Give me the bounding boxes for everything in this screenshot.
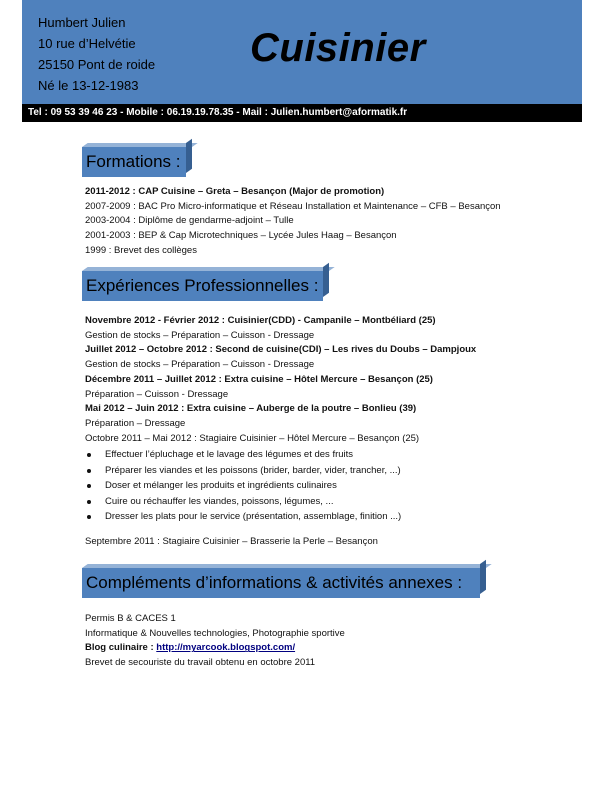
- bullet-text: Doser et mélanger les produits et ingrédients culinaires: [105, 480, 337, 492]
- experience-tasks: Gestion de stocks – Préparation – Cuisson - Dressage: [85, 329, 315, 341]
- experience-bullets: [85, 447, 476, 525]
- street-address: 10 rue d’Helvétie: [38, 36, 136, 51]
- experience-tasks: Préparation – Dressage: [85, 417, 186, 429]
- header-banner: [22, 0, 582, 104]
- list-item: [85, 463, 476, 479]
- experience-heading: Octobre 2011 – Mai 2012 : Stagiaire Cuisinier – Hôtel Mercure – Besançon (25): [85, 432, 420, 444]
- bullet-icon: [87, 453, 91, 457]
- list-item: [85, 494, 476, 510]
- experience-heading: Septembre 2011 : Stagiaire Cuisinier – Brasserie la Perle – Besançon: [85, 535, 378, 547]
- complement-item: Brevet de secouriste du travail obtenu en octobre 2011: [85, 657, 316, 669]
- experience-heading: Juillet 2012 – Octobre 2012 : Second de cuisine(CDI) – Les rives du Doubs – Dampjoux: [85, 344, 477, 356]
- bullet-text: Cuire ou réchauffer les viandes, poissons, légumes, ...: [105, 495, 334, 507]
- experience-heading: Novembre 2012 - Février 2012 : Cuisinier(CDD) - Campanile – Montbéliard (25): [85, 315, 436, 326]
- bullet-text: Dresser les plats pour le service (présentation, assemblage, finition ...): [105, 511, 402, 523]
- blog-label: Blog culinaire :: [85, 642, 157, 654]
- blog-link[interactable]: http://myarcook.blogspot.com/: [156, 642, 296, 654]
- experience-tasks: Préparation – Cuisson - Dressage: [85, 388, 229, 400]
- section-title-experiences: Expériences Professionnelles :: [82, 271, 323, 301]
- bullet-text: Préparer les viandes et les poissons (brider, barder, vider, trancher, ...): [105, 464, 401, 476]
- formations-list: [85, 185, 501, 259]
- experience-heading: Décembre 2011 – Juillet 2012 : Extra cuisine – Hôtel Mercure – Besançon (25): [85, 373, 433, 385]
- formation-item: 2001-2003 : BEP & Cap Microtechniques – Lycée Jules Haag – Besançon: [85, 230, 397, 242]
- bullet-icon: [87, 515, 91, 519]
- bullet-icon: [87, 469, 91, 473]
- complement-item: Permis B & CACES 1: [85, 613, 176, 624]
- experience-tasks: Gestion de stocks – Préparation – Cuisson - Dressage: [85, 359, 315, 371]
- formation-item: 2003-2004 : Diplôme de gendarme-adjoint – Tulle: [85, 215, 294, 227]
- complement-item: [85, 641, 345, 656]
- bullet-icon: [87, 500, 91, 504]
- complements-list: [85, 612, 345, 671]
- person-name: Humbert Julien: [38, 15, 126, 30]
- bullet-icon: [87, 484, 91, 488]
- list-item: [85, 509, 476, 525]
- formation-item: 1999 : Brevet des collèges: [85, 244, 197, 256]
- birth-date: Né le 13-12-1983: [38, 78, 139, 93]
- formation-item: 2011-2012 : CAP Cuisine – Greta – Besançon (Major de promotion): [85, 186, 385, 197]
- address-block: [38, 12, 155, 96]
- formation-item: 2007-2009 : BAC Pro Micro-informatique et Réseau Installation et Maintenance – CFB – Besançon: [85, 200, 501, 212]
- list-item: [85, 478, 476, 494]
- bullet-text: Effectuer l’épluchage et le lavage des légumes et des fruits: [105, 449, 354, 461]
- complement-item: Informatique & Nouvelles technologies, Photographie sportive: [85, 627, 345, 639]
- section-title-complements: Compléments d’informations & activités annexes :: [82, 568, 480, 598]
- section-title-formations: Formations :: [82, 147, 186, 177]
- contact-bar: Tel : 09 53 39 46 23 - Mobile : 06.19.19.78.35 - Mail : Julien.humbert@aformatik.fr: [22, 104, 582, 122]
- job-title: Cuisinier: [250, 26, 426, 70]
- experience-heading: Mai 2012 – Juin 2012 : Extra cuisine – Auberge de la poutre – Bonlieu (39): [85, 403, 417, 415]
- city-address: 25150 Pont de roide: [38, 57, 156, 72]
- experiences-list: [85, 314, 476, 550]
- list-item: [85, 447, 476, 463]
